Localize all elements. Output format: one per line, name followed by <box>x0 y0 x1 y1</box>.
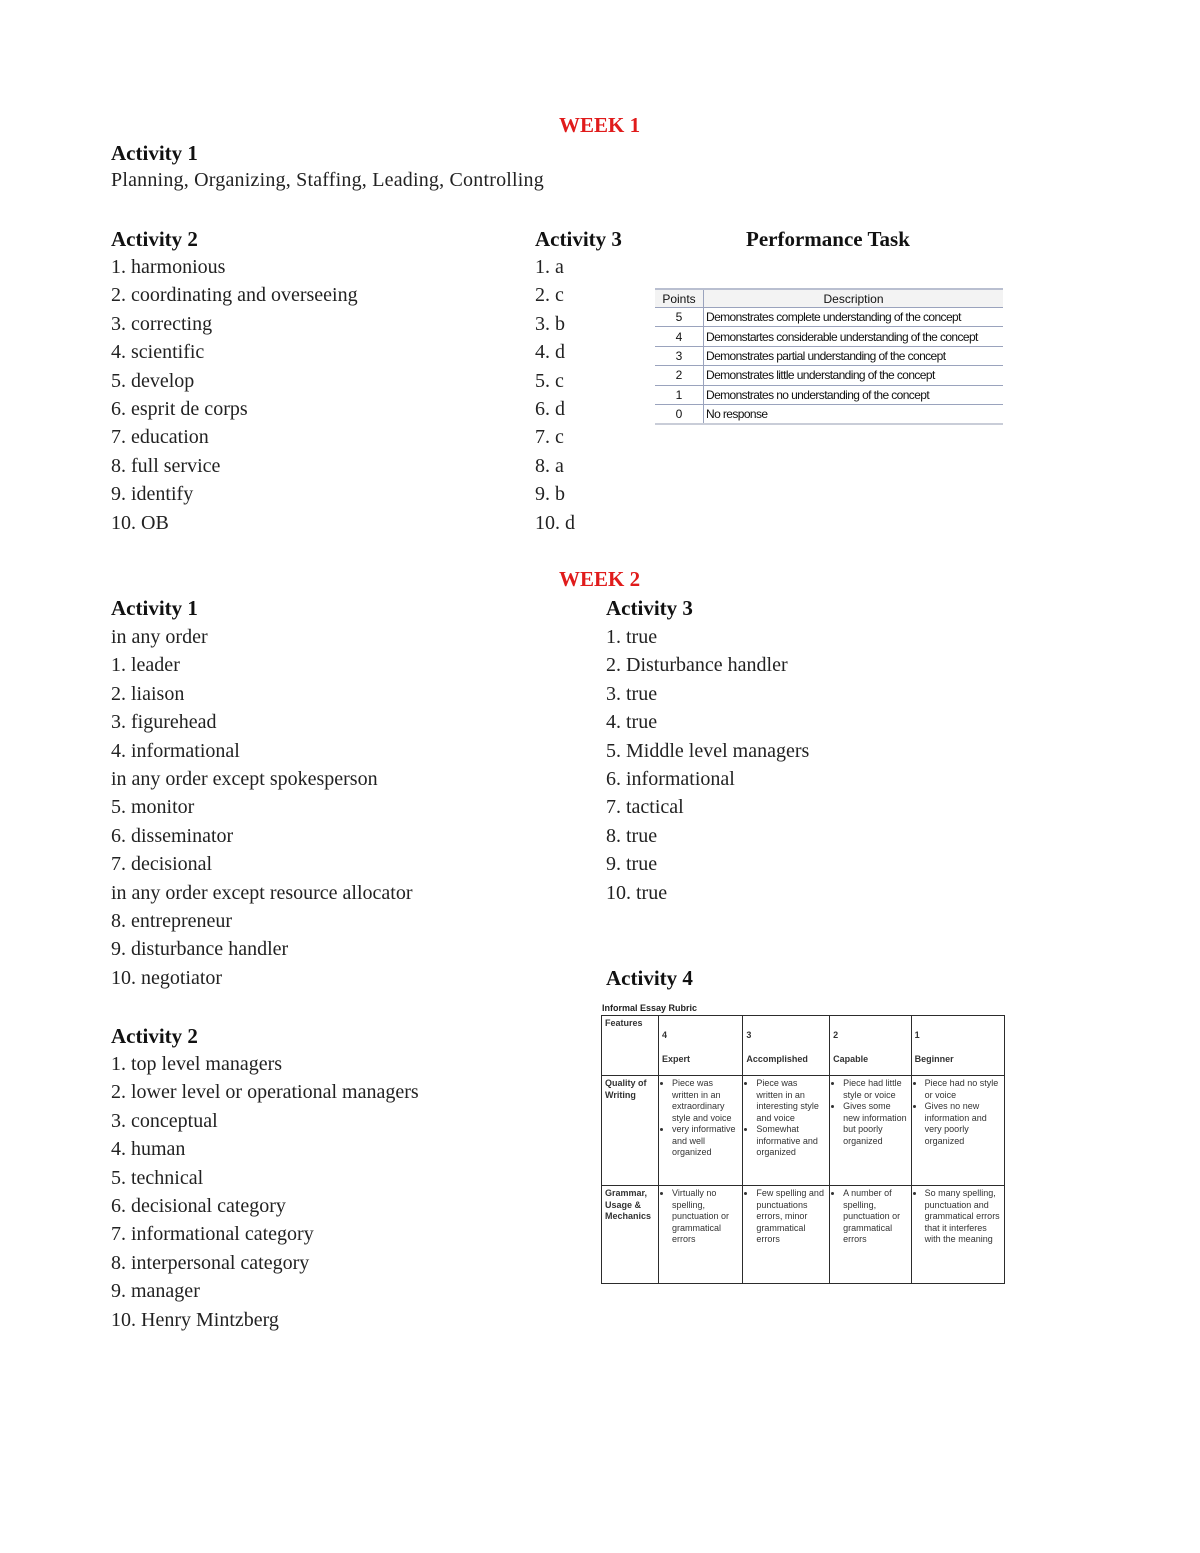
list-item: 6. disseminator <box>111 824 234 847</box>
level-name: Beginner <box>914 1053 954 1064</box>
table-cell: 0 <box>655 404 704 424</box>
table-row <box>655 327 1003 346</box>
list-item: 5. develop <box>111 369 195 392</box>
list-item: 5. c <box>535 369 564 392</box>
table-header-row <box>602 1016 1005 1076</box>
list-item: in any order <box>111 626 208 648</box>
table-cell: 3 <box>655 346 704 365</box>
table-cell <box>659 1186 743 1284</box>
list-item: 9. disturbance handler <box>111 938 289 961</box>
list-item: 10. OB <box>111 511 169 534</box>
list-item: 10. Henry Mintzberg <box>111 1308 279 1331</box>
list-item: 3. b <box>535 312 565 335</box>
week1-activity1-text: Planning, Organizing, Staffing, Leading, Controlling <box>111 169 544 191</box>
table-cell <box>911 1076 1004 1186</box>
table-row <box>655 346 1003 365</box>
list-item: 1. top level managers <box>111 1053 283 1075</box>
list-item: 2. Disturbance handler <box>606 654 788 677</box>
list-item: 6. informational <box>606 767 735 790</box>
list-item: • A number of spelling, punctuation or grammatical errors <box>843 1188 908 1246</box>
column-header: Points <box>655 289 704 308</box>
table-row <box>655 385 1003 404</box>
list-item: • Somewhat informative and organized <box>756 1124 826 1159</box>
table-cell: 4 <box>655 327 704 346</box>
level-name: Expert <box>662 1053 691 1064</box>
week2-activity1-list <box>111 623 413 992</box>
list-item: 9. manager <box>111 1280 200 1303</box>
list-item: 2. c <box>535 284 564 307</box>
list-item: 7. tactical <box>606 796 684 819</box>
list-item: 4. d <box>535 341 565 364</box>
week1-activity3-list <box>535 253 575 537</box>
column-header: Description <box>704 289 1004 308</box>
list-item: 1. a <box>535 256 564 278</box>
list-item: • Piece was written in an interesting style and voice <box>756 1078 826 1124</box>
week2-activity3-list <box>606 623 809 907</box>
list-item: 8. full service <box>111 454 221 477</box>
list-item: • So many spelling, punctuation and grammatical errors that it interferes with the meaning <box>925 1188 1001 1246</box>
level-number: 3 <box>746 1030 752 1040</box>
features-label: Features <box>602 1016 659 1076</box>
table-cell: Demonstrates complete understanding of the concept <box>704 308 1004 327</box>
list-item: 4. true <box>606 711 658 734</box>
level-name: Capable <box>833 1053 869 1064</box>
week2-activity2-list <box>111 1050 419 1334</box>
week2-activity3-heading: Activity 3 <box>606 596 693 620</box>
criterion-name: Quality of Writing <box>602 1076 659 1186</box>
level-header <box>830 1016 912 1076</box>
performance-rubric-table <box>655 288 1003 425</box>
list-item: • very informative and well organized <box>672 1124 739 1159</box>
list-item: 1. harmonious <box>111 256 226 278</box>
list-item: • Few spelling and punctuations errors, minor grammatical errors <box>756 1188 826 1246</box>
list-item: 2. coordinating and overseeing <box>111 284 358 307</box>
list-item: 7. decisional <box>111 853 213 876</box>
table-row <box>655 308 1003 327</box>
list-item: 6. d <box>535 397 565 420</box>
list-item: 5. technical <box>111 1166 204 1189</box>
list-item: • Virtually no spelling, punctuation or grammatical errors <box>672 1188 739 1246</box>
list-item: 4. informational <box>111 739 240 762</box>
list-item: 3. figurehead <box>111 711 217 734</box>
level-number: 2 <box>833 1030 839 1040</box>
week2-activity4-heading: Activity 4 <box>606 966 693 990</box>
week1-title: WEEK 1 <box>559 113 641 137</box>
week2-activity1-heading: Activity 1 <box>111 596 198 620</box>
criterion-name: Grammar, Usage & Mechanics <box>602 1186 659 1284</box>
table-cell: 5 <box>655 308 704 327</box>
list-item: 10. d <box>535 511 575 534</box>
table-cell <box>659 1076 743 1186</box>
list-item: • Piece had little style or voice <box>843 1078 908 1101</box>
list-item: 9. b <box>535 483 565 506</box>
list-item: 5. monitor <box>111 796 195 819</box>
level-number: 1 <box>914 1030 920 1040</box>
list-item: in any order except spokesperson <box>111 767 378 790</box>
list-item: 10. negotiator <box>111 966 223 989</box>
list-item: 5. Middle level managers <box>606 739 810 762</box>
list-item: 8. a <box>535 454 564 477</box>
table-cell <box>743 1076 830 1186</box>
table-cell: Demonstrates little understanding of the concept <box>704 366 1004 385</box>
list-item: 8. true <box>606 824 658 847</box>
week1-activity3-heading: Activity 3 <box>535 227 622 251</box>
list-item: 9. identify <box>111 483 194 506</box>
level-name: Accomplished <box>746 1053 808 1064</box>
table-cell: Demonstartes considerable understanding of the concept <box>704 327 1004 346</box>
list-item: • Gives no new information and very poorly organized <box>925 1101 1001 1147</box>
list-item: 7. c <box>535 426 564 449</box>
table-cell: Demonstrates partial understanding of the concept <box>704 346 1004 365</box>
list-item: 1. true <box>606 626 658 648</box>
list-item: 1. leader <box>111 654 180 677</box>
level-header <box>659 1016 743 1076</box>
list-item: 8. entrepreneur <box>111 909 233 932</box>
list-item: • Piece was written in an extraordinary style and voice <box>672 1078 739 1124</box>
week1-activity1-heading: Activity 1 <box>111 141 198 165</box>
table-row <box>655 404 1003 424</box>
list-item: 2. lower level or operational managers <box>111 1081 419 1104</box>
list-item: 3. true <box>606 682 658 705</box>
list-item: 3. conceptual <box>111 1109 218 1132</box>
list-item: 9. true <box>606 853 658 876</box>
list-item: 7. education <box>111 426 209 449</box>
table-cell: 2 <box>655 366 704 385</box>
level-number: 4 <box>662 1030 668 1040</box>
list-item: 8. interpersonal category <box>111 1251 310 1274</box>
list-item: 7. informational category <box>111 1223 314 1246</box>
list-item: 3. correcting <box>111 312 213 335</box>
list-item: • Piece had no style or voice <box>925 1078 1001 1101</box>
list-item: 10. true <box>606 881 668 904</box>
week2-activity2-heading: Activity 2 <box>111 1024 198 1048</box>
table-cell: No response <box>704 404 1004 424</box>
table-row <box>602 1186 1005 1284</box>
table-row <box>655 366 1003 385</box>
list-item: 6. esprit de corps <box>111 397 248 420</box>
list-item: in any order except resource allocator <box>111 881 413 904</box>
table-cell: Demonstrates no understanding of the concept <box>704 385 1004 404</box>
list-item: 4. scientific <box>111 341 205 364</box>
list-item: • Gives some new information but poorly organized <box>843 1101 908 1147</box>
list-item: 6. decisional category <box>111 1194 286 1217</box>
list-item: 4. human <box>111 1138 186 1161</box>
table-header-row <box>655 289 1003 308</box>
list-item: 2. liaison <box>111 682 185 705</box>
week2-title: WEEK 2 <box>559 567 641 591</box>
level-header <box>911 1016 1004 1076</box>
performance-task-heading: Performance Task <box>746 227 910 251</box>
essay-rubric-title: Informal Essay Rubric <box>602 1003 698 1013</box>
table-cell: 1 <box>655 385 704 404</box>
table-row <box>602 1076 1005 1186</box>
table-cell <box>830 1076 912 1186</box>
level-header <box>743 1016 830 1076</box>
week1-activity2-list <box>111 253 358 537</box>
table-cell <box>830 1186 912 1284</box>
week1-activity2-heading: Activity 2 <box>111 227 198 251</box>
essay-rubric-table <box>601 1015 1005 1284</box>
table-cell <box>911 1186 1004 1284</box>
table-cell <box>743 1186 830 1284</box>
